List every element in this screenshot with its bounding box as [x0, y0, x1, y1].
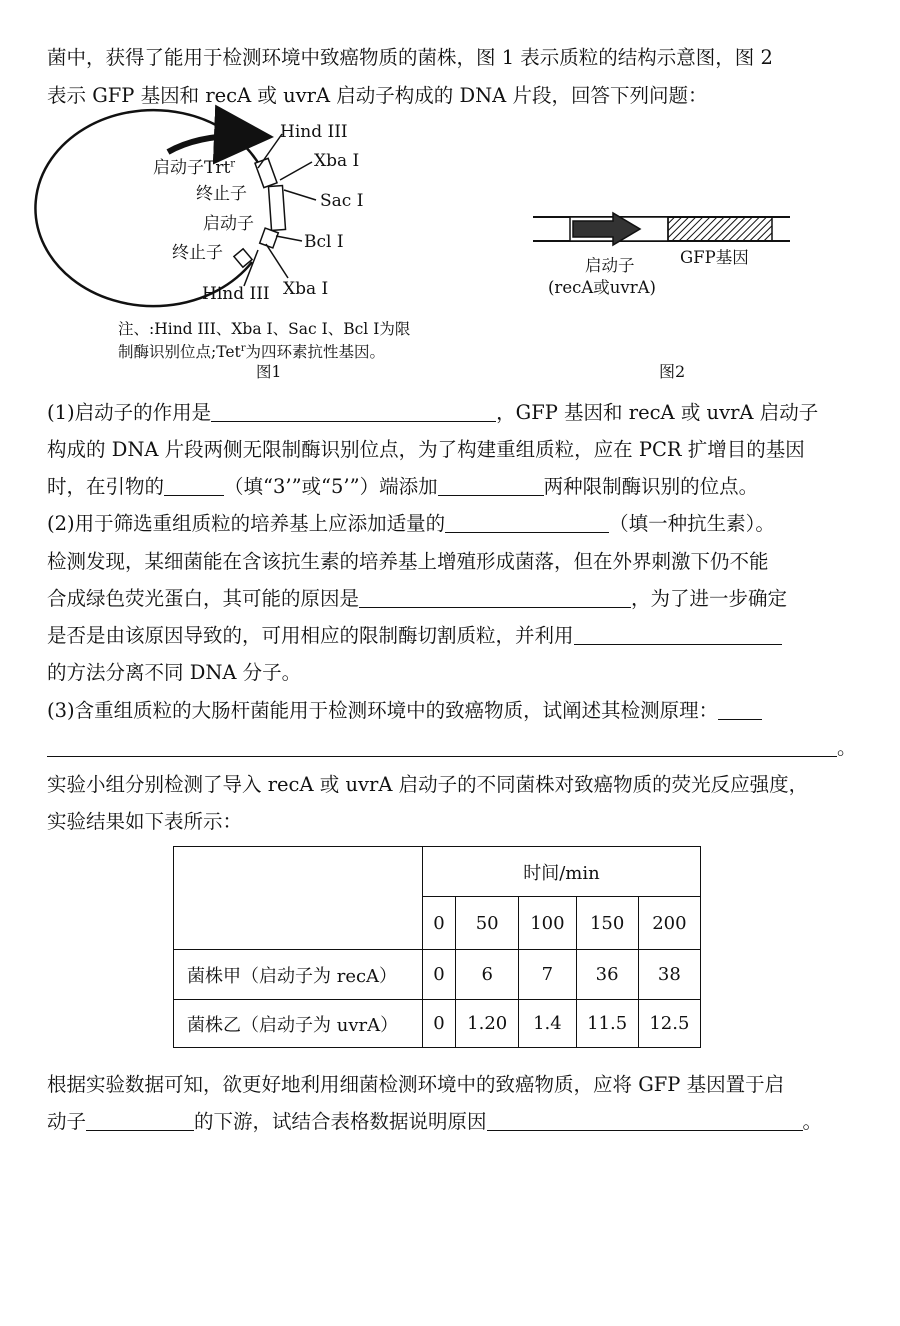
label-terminator-2: 终止子 [172, 243, 223, 263]
table-corner-cell [174, 847, 423, 950]
label-promoter-2: 启动子 [203, 214, 254, 234]
table-cell: 12.5 [638, 1000, 700, 1048]
q3-line-1: (3)含重组质粒的大肠杆菌能用于检测环境中的致癌物质，试阐述其检测原理： [47, 697, 762, 725]
label-promoter: 启动子 [585, 256, 635, 275]
q2-line-5: 的方法分离不同 DNA 分子。 [47, 661, 302, 684]
table-cell: 7 [519, 950, 576, 1000]
label-terminator-1: 终止子 [196, 184, 247, 204]
table-cell: 0 [422, 1000, 455, 1048]
figure1-caption: 图1 [256, 363, 282, 381]
table-row [174, 1000, 701, 1048]
answer-blank-q1-function[interactable] [211, 401, 496, 422]
table-cell: 6 [456, 950, 519, 1000]
figure2-caption: 图2 [659, 362, 686, 381]
label-hind-iii-bottom: Hind III [202, 284, 270, 304]
table-row [174, 950, 701, 1000]
conclusion-line-1: 根据实验数据可知，欲更好地利用细菌检测环境中的致癌物质，应将 GFP 基因置于启 [47, 1073, 785, 1096]
table-row-label: 菌株甲（启动子为 recA） [174, 950, 423, 1000]
experiment-line-2: 实验结果如下表所示： [47, 810, 243, 833]
table-header-time: 时间/min [422, 847, 700, 897]
q3-line-2: 。 [47, 734, 857, 762]
label-bcl-i: Bcl I [304, 232, 344, 252]
table-time-cell: 100 [519, 897, 576, 950]
label-sac-i: Sac I [320, 191, 364, 211]
table-time-cell: 0 [422, 897, 455, 950]
answer-blank-q1-end[interactable] [164, 475, 224, 496]
table-time-cell: 200 [638, 897, 700, 950]
table-time-cell: 150 [576, 897, 638, 950]
table-row-label: 菌株乙（启动子为 uvrA） [174, 1000, 423, 1048]
table-cell: 36 [576, 950, 638, 1000]
q2-line-2: 检测发现，某细菌能在含该抗生素的培养基上增殖形成菌落，但在外界刺激下仍不能 [47, 550, 769, 573]
table-cell: 0 [422, 950, 455, 1000]
intro-line-2: 表示 GFP 基因和 recA 或 uvrA 启动子构成的 DNA 片段，回答下列问题： [47, 84, 708, 107]
label-promoter-type: (recA或uvrA) [548, 278, 656, 297]
fluorescence-table [173, 846, 701, 1048]
answer-blank-q3-principle[interactable] [47, 736, 837, 757]
table-cell: 1.4 [519, 1000, 576, 1048]
answer-blank-reason[interactable] [487, 1110, 803, 1131]
table-cell: 38 [638, 950, 700, 1000]
gfp-gene-block [668, 217, 772, 241]
label-xba-i-bottom: Xba I [283, 279, 329, 299]
table-time-cell: 50 [456, 897, 519, 950]
experiment-line-1: 实验小组分别检测了导入 recA 或 uvrA 启动子的不同菌株对致癌物质的荧光反应强度， [47, 773, 809, 796]
table-cell: 11.5 [576, 1000, 638, 1048]
table-cell: 1.20 [456, 1000, 519, 1048]
q2-line-4: 是否是由该原因导致的，可用相应的限制酶切割质粒，并利用 [47, 622, 782, 650]
q1-line-3: 时，在引物的 （填“3’”或“5’”）端添加 两种限制酶识别的位点。 [47, 475, 759, 498]
label-gfp-gene: GFP基因 [680, 248, 749, 267]
answer-blank-q2-reason[interactable] [359, 587, 631, 608]
label-xba-i-top: Xba I [314, 151, 360, 171]
q2-line-1: (2)用于筛选重组质粒的培养基上应添加适量的 （填一种抗生素）。 [47, 512, 775, 535]
intro-line-1: 菌中，获得了能用于检测环境中致癌物质的菌株，图 1 表示质粒的结构示意图，图 2 [47, 46, 773, 69]
dna-fragment-diagram [0, 0, 900, 390]
answer-blank-q2-method[interactable] [574, 624, 782, 645]
figure1-note-line-2: 制酶识别位点;Tet$^r$为四环素抗性基因。 [118, 342, 386, 361]
q1-line-2: 构成的 DNA 片段两侧无限制酶识别位点，为了构建重组质粒，应在 PCR 扩增目的基因 [47, 438, 805, 461]
answer-blank-q2-antibiotic[interactable] [445, 512, 609, 533]
figure1-note-line-1: 注、:Hind III、Xba I、Sac I、Bcl I为限 [118, 320, 411, 338]
answer-blank-q3-start[interactable] [718, 699, 762, 720]
label-hind-iii-top: Hind III [280, 122, 348, 142]
label-promoter-trt: 启动子Trt$^r$ [153, 158, 236, 178]
q2-line-3: 合成绿色荧光蛋白，其可能的原因是 ，为了进一步确定 [47, 587, 788, 610]
conclusion-line-2: 动子 的下游，试结合表格数据说明原因 。 [47, 1110, 823, 1133]
figure-2 [0, 0, 900, 390]
q1-line-1: (1)启动子的作用是 ，GFP 基因和 recA 或 uvrA 启动子 [47, 401, 819, 424]
answer-blank-promoter-choice[interactable] [86, 1110, 194, 1131]
answer-blank-q1-enzymes[interactable] [438, 475, 544, 496]
